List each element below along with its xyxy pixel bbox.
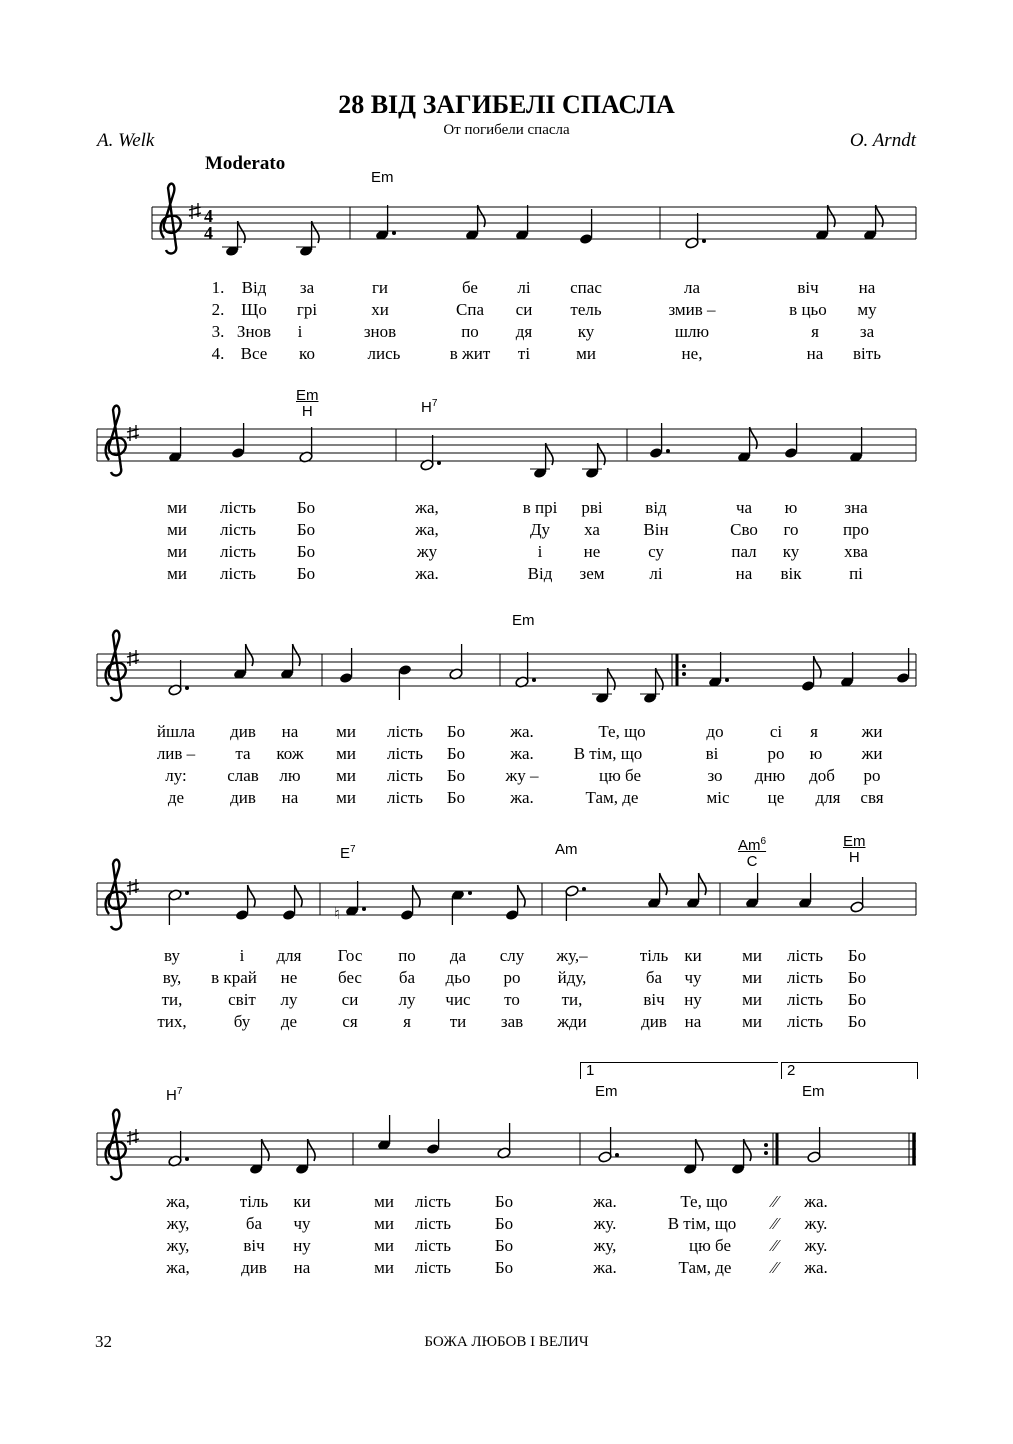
tempo-marking: Moderato [205,153,286,174]
chord-symbol: Em [371,169,394,186]
song-subtitle: От погибели спасла [443,122,570,138]
chord-symbol: Em [595,1083,618,1100]
chord-symbol: Em [802,1083,825,1100]
chord-symbol: Am$^6$ C [738,836,767,870]
song-title: 28 ВІД ЗАГИБЕЛІ СПАСЛА [338,90,675,119]
chord-symbol: Em H [296,387,319,420]
lyricist: O. Arndt [849,130,916,151]
second-ending-bracket: 2 [781,1062,918,1079]
chord-symbol: $E^7$ [340,844,356,862]
svg-text:4: 4 [204,206,213,226]
chord-symbol: Em H [843,833,866,866]
chord-symbol: Em [512,612,535,629]
page-number: 32 [95,1332,112,1351]
chord-symbol: $H^7$ [166,1086,183,1104]
composer: A. Welk [97,130,155,151]
chord-symbol: $H^7$ [421,398,438,416]
first-ending-bracket: 1 [580,1062,778,1079]
chord-symbol: Am [555,841,578,858]
svg-text:♮: ♮ [334,904,340,923]
running-footer: БОЖА ЛЮБОВ І ВЕЛИЧ [424,1334,589,1350]
svg-text:4: 4 [204,223,213,243]
